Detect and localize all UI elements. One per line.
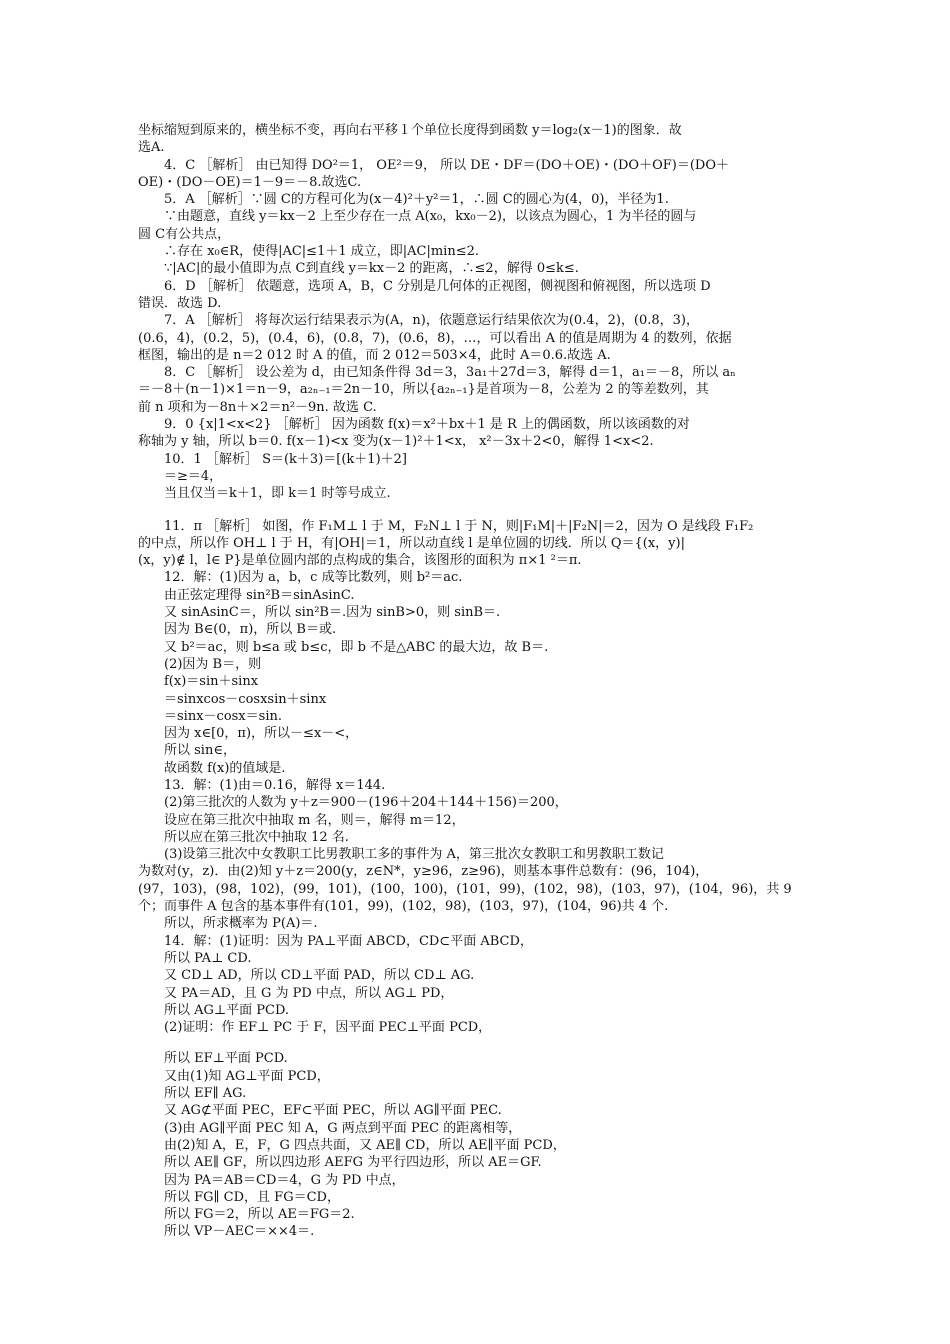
paragraph-p6 (138, 278, 828, 313)
paragraph-p5 (138, 191, 828, 277)
text-line: 所以 EF⊥平面 PCD. (164, 1051, 288, 1067)
text-line: 又由(1)知 AG⊥平面 PCD， (164, 1068, 330, 1084)
text-line: 所以应在第三批次中抽取 12 名. (164, 829, 349, 845)
text-line: 又 sinAsinC＝，所以 sin²B＝.因为 sinB>0，则 sinB＝. (164, 605, 501, 621)
paragraph-p9 (138, 416, 828, 451)
paragraph-spacer (138, 1036, 828, 1050)
text-line: 称轴为 y 轴，所以 b＝0. f(x－1)<x 变为(x－1)²＋1<x， x²－3x＋2<0，解得 1<x<2. (138, 434, 654, 450)
text-line: OE)・(DO－OE)＝1－9＝－8.故选C. (138, 174, 362, 190)
text-line: 所以 sin∈， (164, 743, 236, 759)
answer-document (138, 122, 828, 1241)
text-line: 4．C ［解析］ 由已知得 DO²＝1， OE²＝9， 所以 DE・DF＝(DO＋OE)・(DO＋OF)＝(DO＋ (164, 157, 729, 173)
text-line: 由(2)知 A，E，F，G 四点共面，又 AE∥ CD，所以 AE∥平面 PCD， (164, 1137, 566, 1153)
text-line: 错误．故选 D. (138, 295, 222, 311)
text-line: ∵由题意，直线 y＝kx－2 上至少存在一点 A(x₀，kx₀－2)，以该点为圆心，1 为半径的圆与 (164, 209, 697, 225)
text-line: 设应在第三批次中抽取 m 名，则＝，解得 m＝12， (164, 812, 465, 828)
text-line: ＝－8＋(n－1)×1＝n－9，a₂ₙ₋₁＝2n－10，所以{a₂ₙ₋₁}是首项为－8，公差为 2 的等差数列，其 (138, 382, 709, 398)
text-line: 所以 AE∥ GF，所以四边形 AEFG 为平行四边形，所以 AE＝GF. (164, 1155, 542, 1171)
text-line: f(x)＝sin＋sinx (164, 674, 259, 690)
text-line: ＝≥＝4， (164, 468, 223, 484)
text-line: 因为 B∈(0，π)，所以 B＝或. (164, 622, 337, 638)
text-line: (97，103)，(98，102)，(99，101)，(100，100)，(101，99)，(102，98)，(103，97)，(104，96)，共 9 (138, 881, 792, 897)
text-line: 所以 VP－AEC＝××4＝. (164, 1224, 315, 1240)
text-line: 11．π ［解析］ 如图，作 F₁M⊥ l 于 M，F₂N⊥ l 于 N，则|F₁M|＋|F₂N|＝2，因为 O 是线段 F₁F₂ (164, 518, 754, 534)
text-line: 由正弦定理得 sin²B＝sinAsinC. (164, 587, 355, 603)
text-line: 13．解：(1)由＝0.16，解得 x＝144. (164, 777, 386, 793)
paragraph-p4 (138, 157, 828, 192)
text-line: 12．解：(1)因为 a，b，c 成等比数列，则 b²＝ac. (164, 570, 463, 586)
text-line: 选A. (138, 140, 165, 156)
paragraph-p3 (138, 122, 828, 157)
text-line: 框图，输出的是 n＝2 012 时 A 的值，而 2 012＝503×4，此时 A＝0.6.故选 A. (138, 347, 611, 363)
text-line: 又 CD⊥ AD，所以 CD⊥平面 PAD，所以 CD⊥ AG. (164, 968, 475, 984)
text-line: 所以 EF∥ AG. (164, 1086, 247, 1102)
text-line: 因为 PA＝AB＝CD＝4，G 为 PD 中点， (164, 1172, 405, 1188)
text-line: (x，y)∉ l，l∈ P}是单位圆内部的点构成的集合，该图形的面积为 π×1 ²＝π. (138, 553, 582, 569)
text-line: 所以 FG＝2，所以 AE＝FG＝2. (164, 1207, 355, 1223)
paragraph-p11 (138, 518, 828, 570)
paragraph-p12 (138, 569, 828, 777)
text-line: (2)第三批次的人数为 y＋z＝900－(196＋204＋144＋156)＝200， (164, 795, 568, 811)
text-line: 因为 x∈[0，π)，所以－≤x－<， (164, 726, 359, 742)
text-line: 所以 FG∥ CD，且 FG＝CD， (164, 1189, 340, 1205)
text-line: 6．D ［解析］ 依题意，选项 A，B，C 分别是几何体的正视图，侧视图和俯视图，所以选项 D (164, 278, 711, 294)
text-line: (2)因为 B＝，则 (164, 656, 262, 672)
text-line: (3)设第三批次中女教职工比男教职工多的事件为 A，第三批次女教职工和男教职工数记 (164, 847, 664, 863)
text-line: ＝sinx－cosx＝sin. (164, 708, 282, 724)
paragraph-p14b (138, 1050, 828, 1240)
text-line: 7．A ［解析］ 将每次运行结果表示为(A，n)，依题意运行结果依次为(0.4，2)，(0.8，3)， (164, 313, 700, 329)
text-line: 所以 PA⊥ CD. (164, 950, 252, 966)
text-line: 9．0 {x|1<x<2} ［解析］ 因为函数 f(x)＝x²＋bx＋1 是 R 上的偶函数，所以该函数的对 (164, 417, 690, 433)
text-line: 又 AG⊄平面 PEC，EF⊂平面 PEC，所以 AG∥平面 PEC. (164, 1103, 502, 1119)
text-line: 为数对(y，z)．由(2)知 y＋z＝200(y，z∈N*，y≥96，z≥96)，则基本事件总数有：(96，104)， (138, 864, 709, 880)
text-line: (0.6，4)，(0.2，5)，(0.4，6)，(0.8，7)，(0.6，8)，…，可以看出 A 的值是周期为 4 的数列，依据 (138, 330, 732, 346)
text-line: 坐标缩短到原来的，横坐标不变，再向右平移１个单位长度得到函数 y＝log₂(x－1)的图象．故 (138, 123, 682, 138)
paragraph-p8 (138, 364, 828, 416)
paragraph-p14a (138, 933, 828, 1037)
text-line: 所以，所求概率为 P(A)＝. (164, 916, 318, 932)
text-line: ∴存在 x₀∈R，使得|AC|≤1＋1 成立，即|AC|min≤2. (164, 244, 479, 260)
text-line: 又 b²＝ac，则 b≤a 或 b≤c，即 b 不是△ABC 的最大边，故 B＝. (164, 639, 549, 655)
text-line: 又 PA＝AD，且 G 为 PD 中点，所以 AG⊥ PD， (164, 985, 454, 1001)
text-line: 圆 C有公共点， (138, 226, 231, 242)
text-line: 8．C ［解析］ 设公差为 d，由已知条件得 3d＝3，3a₁＋27d＝3，解得 d＝1，a₁＝－8，所以 aₙ (164, 365, 736, 381)
text-line: ＝sinxcos－cosxsin＋sinx (164, 691, 327, 707)
text-line: ∵|AC|的最小值即为点 C到直线 y＝kx－2 的距离，∴≤2，解得 0≤k≤. (164, 261, 579, 277)
paragraph-p7 (138, 312, 828, 364)
text-line: 10．1 ［解析］ S＝(k＋3)＝[(k＋1)＋2] (164, 451, 407, 467)
text-line: 个；而事件 A 包含的基本事件有(101，99)，(102，98)，(103，97)，(104，96)共 4 个. (138, 899, 669, 915)
text-line: 14．解：(1)证明：因为 PA⊥平面 ABCD，CD⊂平面 ABCD， (164, 933, 533, 949)
text-line: 前 n 项和为－8n＋×2＝n²－9n. 故选 C. (138, 399, 377, 415)
text-line: 当且仅当＝k＋1，即 k＝1 时等号成立. (164, 486, 391, 502)
text-line: 所以 AG⊥平面 PCD. (164, 1002, 290, 1018)
paragraph-p10 (138, 451, 828, 503)
text-line: (3)由 AG∥平面 PEC 知 A，G 两点到平面 PEC 的距离相等， (164, 1120, 522, 1136)
text-line: 故函数 f(x)的值域是. (164, 760, 286, 776)
text-line: 5．A ［解析］∵圆 C的方程可化为(x－4)²＋y²＝1，∴圆 C的圆心为(4，0)，半径为1. (164, 192, 669, 208)
text-line: 的中点，所以作 OH⊥ l 于 H，有|OH|＝1，所以动直线 l 是单位圆的切线．所以 Q＝{(x，y)| (138, 535, 685, 551)
paragraph-p13 (138, 777, 828, 933)
text-line: (2)证明：作 EF⊥ PC 于 F，因平面 PEC⊥平面 PCD， (164, 1020, 492, 1036)
paragraph-spacer (138, 503, 828, 518)
